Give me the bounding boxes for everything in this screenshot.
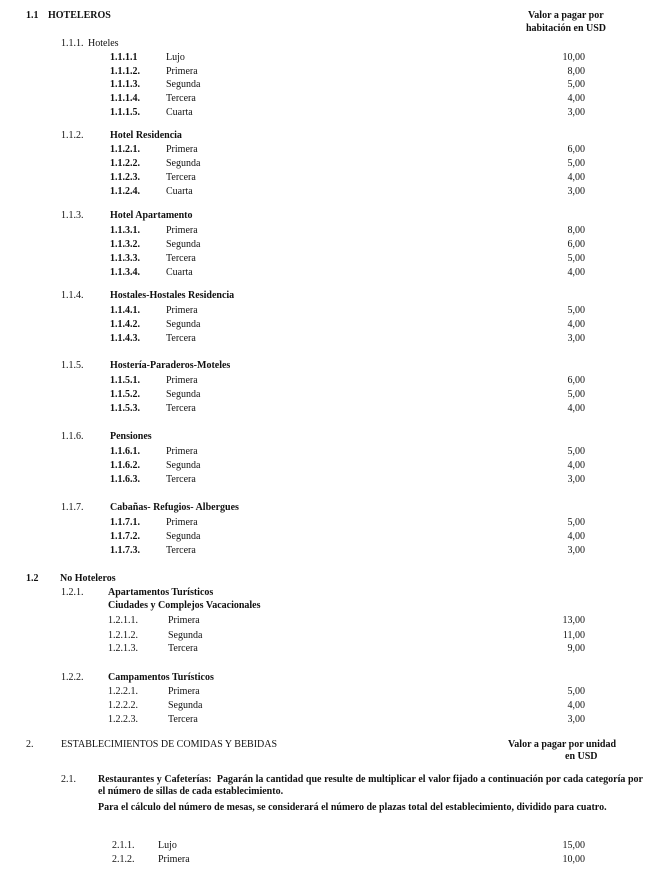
item-label: Lujo	[166, 52, 185, 63]
item-value: 9,00	[567, 643, 585, 654]
item-code: 1.2.2.3.	[108, 714, 138, 725]
item-label: Cuarta	[166, 267, 193, 278]
item-value: 3,00	[567, 714, 585, 725]
column-header-line-2: en USD	[565, 751, 598, 762]
item-code: 1.1.6.2.	[110, 460, 140, 471]
item-value: 8,00	[567, 66, 585, 77]
item-value: 15,00	[562, 840, 585, 851]
group-name-line-1: Campamentos Turísticos	[108, 672, 214, 683]
item-value: 6,00	[567, 375, 585, 386]
item-value: 5,00	[567, 389, 585, 400]
item-value: 4,00	[567, 172, 585, 183]
item-label: Tercera	[166, 545, 196, 556]
item-code: 1.1.1.3.	[110, 79, 140, 90]
item-label: Tercera	[166, 403, 196, 414]
item-label: Cuarta	[166, 107, 193, 118]
item-value: 3,00	[567, 545, 585, 556]
item-code: 1.1.1.1	[110, 52, 138, 63]
paragraph-1	[98, 774, 643, 798]
group-code: 1.1.1.	[61, 38, 84, 49]
item-value: 4,00	[567, 267, 585, 278]
group-code: 1.2.2.	[61, 672, 84, 683]
item-label: Tercera	[166, 474, 196, 485]
item-label: Primera	[166, 375, 198, 386]
group-name: Hoteles	[88, 38, 119, 49]
item-label: Primera	[168, 686, 200, 697]
item-value: 4,00	[567, 403, 585, 414]
group-name: Cabañas- Refugios- Albergues	[110, 502, 239, 513]
item-code: 1.1.3.1.	[110, 225, 140, 236]
item-value: 4,00	[567, 93, 585, 104]
group-name: Pensiones	[110, 431, 152, 442]
item-code: 1.1.3.2.	[110, 239, 140, 250]
item-label: Segunda	[166, 158, 201, 169]
item-label: Primera	[166, 305, 198, 316]
item-value: 11,00	[562, 630, 585, 641]
item-label: Primera	[168, 615, 200, 626]
item-code: 1.1.6.3.	[110, 474, 140, 485]
item-code: 1.1.2.2.	[110, 158, 140, 169]
item-code: 1.1.4.3.	[110, 333, 140, 344]
item-code: 1.1.3.3.	[110, 253, 140, 264]
item-code: 1.2.2.2.	[108, 700, 138, 711]
item-code: 1.1.6.1.	[110, 446, 140, 457]
item-code: 1.1.7.1.	[110, 517, 140, 528]
item-label: Primera	[166, 144, 198, 155]
item-value: 4,00	[567, 531, 585, 542]
item-label: Tercera	[168, 643, 198, 654]
item-label: Segunda	[166, 389, 201, 400]
item-code: 1.2.1.2.	[108, 630, 138, 641]
group-code: 1.1.2.	[61, 130, 84, 141]
group-code: 1.1.6.	[61, 431, 84, 442]
item-value: 5,00	[567, 253, 585, 264]
section-number: 2.	[26, 739, 34, 750]
section-title: ESTABLECIMIENTOS DE COMIDAS Y BEBIDAS	[61, 739, 278, 750]
item-code: 1.1.3.4.	[110, 267, 140, 278]
item-code: 1.2.2.1.	[108, 686, 138, 697]
item-value: 4,00	[567, 700, 585, 711]
section-title: No Hoteleros	[60, 573, 116, 584]
item-label: Tercera	[166, 93, 196, 104]
item-value: 5,00	[567, 686, 585, 697]
item-code: 1.1.4.2.	[110, 319, 140, 330]
group-name: Hostería-Paraderos-Moteles	[110, 360, 231, 371]
section-number: 1.2	[26, 573, 39, 584]
item-label: Segunda	[166, 531, 201, 542]
section-title: HOTELEROS	[48, 10, 111, 21]
section-number: 1.1	[26, 10, 39, 21]
item-label: Segunda	[168, 700, 203, 711]
item-code: 1.1.5.1.	[110, 375, 140, 386]
group-name: Hostales-Hostales Residencia	[110, 290, 235, 301]
item-value: 3,00	[567, 474, 585, 485]
item-label: Tercera	[166, 253, 196, 264]
group-code: 1.2.1.	[61, 587, 84, 598]
column-header-line-1: Valor a pagar por unidad	[508, 739, 617, 750]
group-name: Hotel Apartamento	[110, 210, 193, 221]
item-value: 10,00	[562, 854, 585, 865]
item-label: Cuarta	[166, 186, 193, 197]
item-label: Primera	[166, 517, 198, 528]
item-value: 8,00	[567, 225, 585, 236]
item-value: 5,00	[567, 517, 585, 528]
item-label: Segunda	[166, 239, 201, 250]
item-code: 1.1.2.4.	[110, 186, 140, 197]
group-code: 1.1.3.	[61, 210, 84, 221]
group-name-line-2: Ciudades y Complejos Vacacionales	[108, 600, 261, 611]
item-label: Tercera	[168, 714, 198, 725]
item-value: 3,00	[567, 333, 585, 344]
item-code: 1.1.5.2.	[110, 389, 140, 400]
paragraph-lead: Restaurantes y Cafeterías:	[98, 774, 212, 785]
item-label: Primera	[166, 446, 198, 457]
item-code: 1.1.7.3.	[110, 545, 140, 556]
item-label: Lujo	[158, 840, 177, 851]
item-label: Primera	[166, 66, 198, 77]
column-header-line-2: habitación en USD	[526, 23, 607, 34]
group-code: 1.1.5.	[61, 360, 84, 371]
item-code: 1.1.1.2.	[110, 66, 140, 77]
paragraph-2: Para el cálculo del número de mesas, se considerará el número de plazas total del establecimiento, dividido para cuatro.	[98, 802, 607, 813]
item-value: 3,00	[567, 107, 585, 118]
item-code: 1.2.1.3.	[108, 643, 138, 654]
item-code: 1.2.1.1.	[108, 615, 138, 626]
item-value: 3,00	[567, 186, 585, 197]
item-value: 13,00	[562, 615, 585, 626]
item-label: Tercera	[166, 333, 196, 344]
item-code: 1.1.1.5.	[110, 107, 140, 118]
group-name: Hotel Residencia	[110, 130, 182, 141]
item-code: 1.1.1.4.	[110, 93, 140, 104]
column-header-line-1: Valor a pagar por	[528, 10, 604, 21]
group-name-line-1: Apartamentos Turísticos	[108, 587, 214, 598]
item-value: 5,00	[567, 158, 585, 169]
item-label: Tercera	[166, 172, 196, 183]
item-label: Primera	[158, 854, 190, 865]
item-code: 1.1.2.1.	[110, 144, 140, 155]
item-value: 5,00	[567, 305, 585, 316]
item-label: Segunda	[166, 319, 201, 330]
group-code: 1.1.7.	[61, 502, 84, 513]
item-code: 1.1.4.1.	[110, 305, 140, 316]
item-value: 6,00	[567, 144, 585, 155]
item-code: 1.1.2.3.	[110, 172, 140, 183]
item-value: 10,00	[562, 52, 585, 63]
item-value: 6,00	[567, 239, 585, 250]
item-label: Segunda	[166, 79, 201, 90]
item-code: 1.1.5.3.	[110, 403, 140, 414]
paragraph-text-1: Pagarán la cantidad que resulte de multiplicar el valor fijado a continuación por cada categoría por el número de sillas de cada establecimiento.	[98, 774, 643, 797]
item-value: 5,00	[567, 446, 585, 457]
item-code: 2.1.2.	[112, 854, 135, 865]
item-value: 4,00	[567, 319, 585, 330]
paragraph-code: 2.1.	[61, 774, 76, 785]
item-value: 5,00	[567, 79, 585, 90]
item-code: 2.1.1.	[112, 840, 135, 851]
item-value: 4,00	[567, 460, 585, 471]
item-label: Primera	[166, 225, 198, 236]
item-label: Segunda	[168, 630, 203, 641]
item-label: Segunda	[166, 460, 201, 471]
item-code: 1.1.7.2.	[110, 531, 140, 542]
group-code: 1.1.4.	[61, 290, 84, 301]
